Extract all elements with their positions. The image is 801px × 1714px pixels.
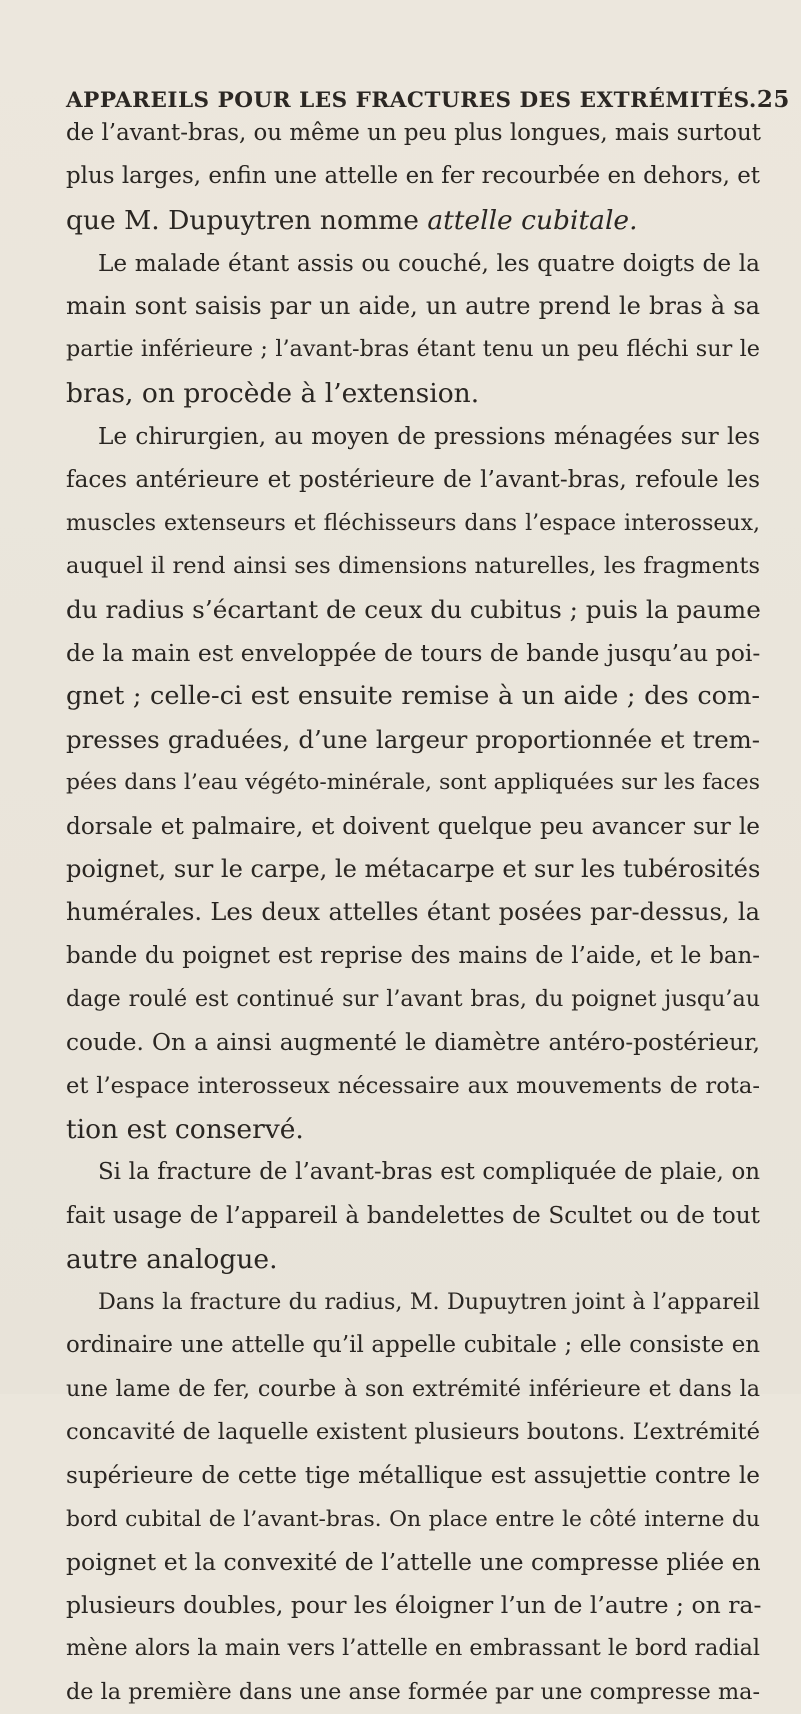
- text-line: fait usage de l’appareil à bandelettes de Scultet ou de tout: [66, 1202, 760, 1230]
- text-line: supérieure de cette tige métallique est assujettie contre le: [66, 1462, 760, 1490]
- text-line: concavité de laquelle existent plusieurs boutons. L’extrémité: [66, 1418, 760, 1445]
- text-line: pées dans l’eau végéto-minérale, sont appliquées sur les faces: [66, 770, 760, 796]
- page-number: 25: [756, 86, 790, 113]
- text-line: plus larges, enfin une attelle en fer recourbée en dehors, et: [66, 163, 760, 190]
- text-line: humérales. Les deux attelles étant posées par-dessus, la: [66, 898, 760, 927]
- text-line: de la main est enveloppée de tours de bande jusqu’au poi-: [66, 638, 761, 667]
- text-line: plusieurs doubles, pour les éloigner l’un de l’autre ; on ra-: [66, 1591, 762, 1620]
- paragraph-start: Dans la fracture du radius, M. Dupuytren joint à l’appareil: [98, 1289, 760, 1316]
- body-text: [66, 112, 760, 1714]
- text-line: de la première dans une anse formée par une compresse ma-: [66, 1678, 760, 1705]
- paragraph-start: Si la fracture de l’avant-bras est compliquée de plaie, on: [98, 1159, 760, 1186]
- text-line: coude. On a ainsi augmenté le diamètre antéro-postérieur,: [66, 1029, 760, 1057]
- text-line: bord cubital de l’avant-bras. On place entre le côté interne du: [66, 1506, 760, 1532]
- text-line: une lame de fer, courbe à son extrémité inférieure et dans la: [66, 1375, 760, 1402]
- text-line: gnet ; celle-ci est ensuite remise à un aide ; des com-: [66, 680, 760, 711]
- text-line: partie inférieure ; l’avant-bras étant tenu un peu fléchi sur le: [66, 336, 760, 363]
- text-line: main sont saisis par un aide, un autre prend le bras à sa: [66, 292, 760, 321]
- text-line: et l’espace interosseux nécessaire aux mouvements de rota-: [66, 1072, 760, 1099]
- text-line: ordinaire une attelle qu’il appelle cubitale ; elle consiste en: [66, 1332, 760, 1359]
- text-line: muscles extenseurs et fléchisseurs dans l’espace interosseux,: [66, 510, 760, 536]
- text-line: poignet, sur le carpe, le métacarpe et sur les tubérosités: [66, 855, 761, 884]
- paragraph-start: Le malade étant assis ou couché, les quatre doigts de la: [98, 249, 760, 277]
- running-title: APPAREILS POUR LES FRACTURES DES EXTRÉMITÉS.: [66, 88, 757, 113]
- text-line: [66, 199, 760, 242]
- text-line: auquel il rend ainsi ses dimensions naturelles, les fragments: [66, 552, 760, 579]
- text-line: bras, on procède à l’extension.: [66, 377, 480, 409]
- paragraph-start: Le chirurgien, au moyen de pressions ménagées sur les: [98, 423, 760, 451]
- text-line: dage roulé est continué sur l’avant bras, du poignet jusqu’au: [66, 985, 760, 1012]
- text-line: faces antérieure et postérieure de l’avant-bras, refoule les: [66, 466, 760, 494]
- italic-term: attelle cubitale.: [427, 204, 638, 236]
- running-head: [66, 86, 790, 113]
- text-run: que M. Dupuytren nomme: [66, 204, 428, 236]
- text-line: mène alors la main vers l’attelle en embrassant le bord radial: [66, 1635, 760, 1662]
- text-line: tion est conservé.: [66, 1113, 304, 1145]
- text-line: bande du poignet est reprise des mains de l’aide, et le ban-: [66, 942, 760, 969]
- text-line: presses graduées, d’une largeur proportionnée et trem-: [66, 725, 760, 755]
- text-line: autre analogue.: [66, 1243, 278, 1275]
- text-line: dorsale et palmaire, et doivent quelque peu avancer sur le: [66, 812, 760, 840]
- text-line: du radius s’écartant de ceux du cubitus ; puis la paume: [66, 595, 761, 625]
- text-line: de l’avant-bras, ou même un peu plus longues, mais surtout: [66, 120, 761, 146]
- text-line: poignet et la convexité de l’attelle une compresse pliée en: [66, 1547, 761, 1576]
